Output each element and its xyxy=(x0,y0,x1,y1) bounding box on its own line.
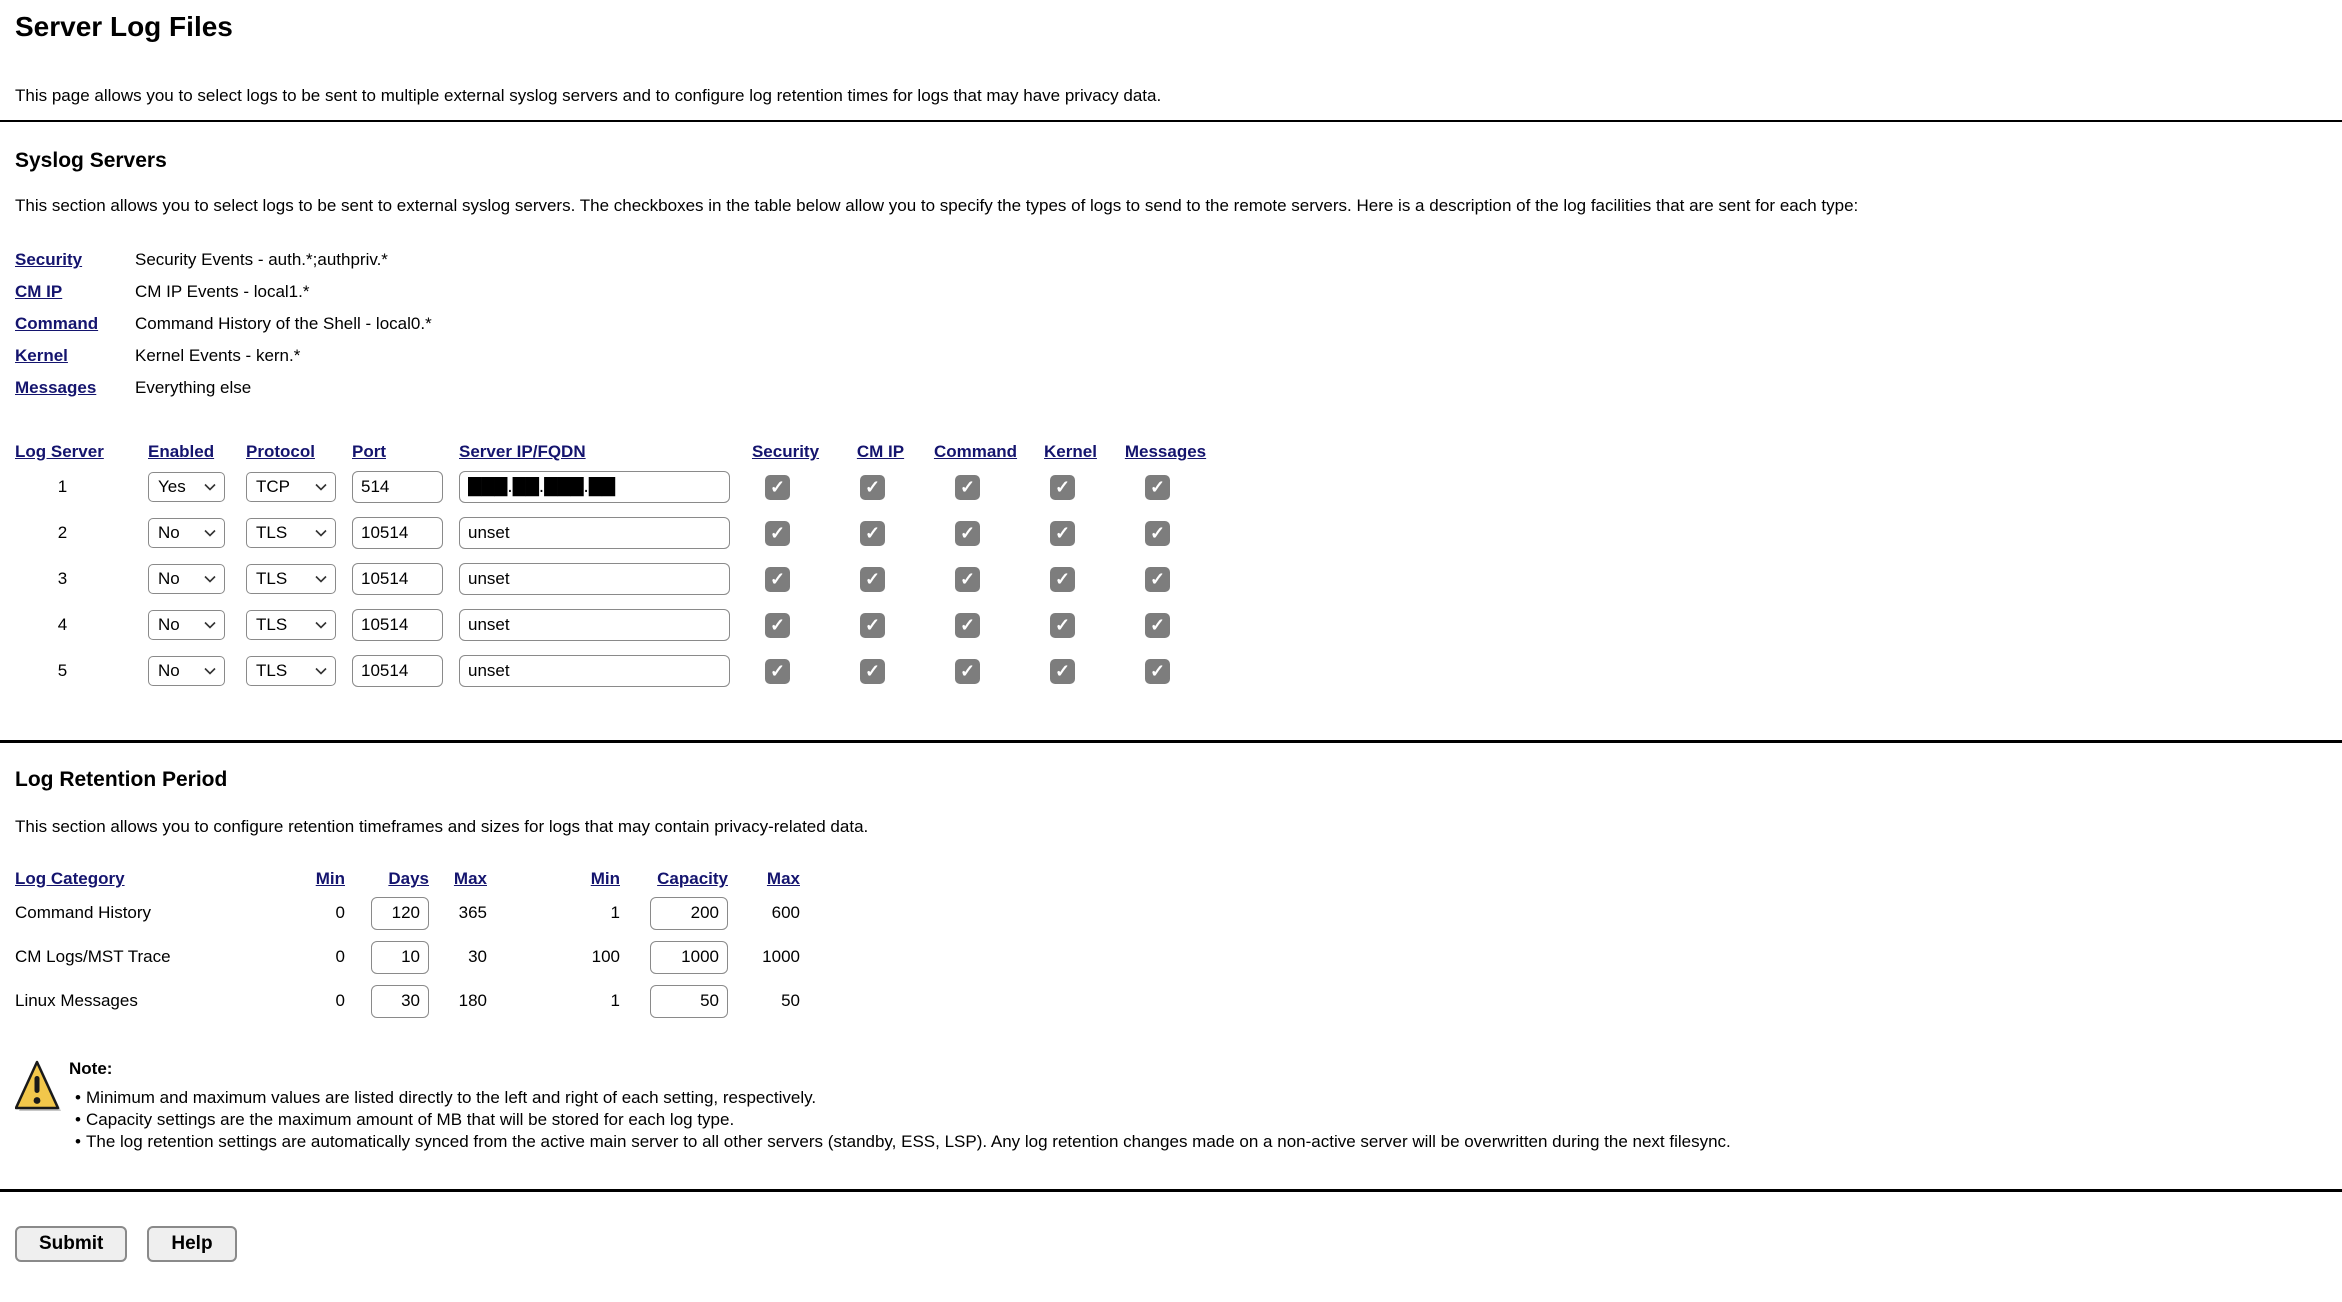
syslog-row-3 xyxy=(15,556,2327,602)
enabled-select-row-2[interactable]: No xyxy=(148,518,225,548)
min-days-value: 0 xyxy=(335,947,345,966)
cm-ip-checkbox-row-4[interactable] xyxy=(860,613,885,638)
column-header-port[interactable]: Port xyxy=(352,442,386,461)
log-server-number: 1 xyxy=(57,477,68,496)
server-ip-input-row-4[interactable] xyxy=(459,609,730,641)
column-header-min-capacity[interactable]: Min xyxy=(590,869,620,888)
log-server-number: 5 xyxy=(57,661,68,680)
protocol-select-row-4[interactable]: TLS xyxy=(246,610,336,640)
max-capacity-value: 1000 xyxy=(762,947,800,966)
kernel-checkbox-row-1[interactable] xyxy=(1050,475,1075,500)
min-days-value: 0 xyxy=(335,903,345,922)
chevron-down-icon xyxy=(204,529,216,537)
note-bullet-2: • Capacity settings are the maximum amount of MB that will be stored for each log type. xyxy=(69,1109,1731,1131)
column-header-messages[interactable]: Messages xyxy=(1124,442,1207,461)
server-ip-input-row-2[interactable] xyxy=(459,517,730,549)
command-checkbox-row-4[interactable] xyxy=(955,613,980,638)
min-capacity-value: 1 xyxy=(610,991,620,1010)
divider xyxy=(0,120,2342,122)
column-header-log-server[interactable]: Log Server xyxy=(15,442,104,461)
days-input-linux-messages[interactable] xyxy=(371,985,429,1018)
divider xyxy=(0,1189,2342,1192)
messages-checkbox-row-4[interactable] xyxy=(1145,613,1170,638)
syslog-section-heading: Syslog Servers xyxy=(15,149,167,172)
help-button[interactable]: Help xyxy=(147,1226,236,1262)
facility-row-cm-ip xyxy=(15,276,2327,308)
chevron-down-icon xyxy=(315,667,327,675)
retention-section-heading: Log Retention Period xyxy=(15,768,228,791)
server-ip-input-row-1[interactable] xyxy=(459,471,730,503)
messages-checkbox-row-1[interactable] xyxy=(1145,475,1170,500)
server-ip-input-row-3[interactable] xyxy=(459,563,730,595)
security-checkbox-row-5[interactable] xyxy=(765,659,790,684)
column-header-min-days[interactable]: Min xyxy=(315,869,345,888)
port-input-row-3[interactable] xyxy=(352,563,443,595)
facility-description: CM IP Events - local1.* xyxy=(135,282,310,301)
log-retention-table xyxy=(15,867,2327,1023)
security-checkbox-row-4[interactable] xyxy=(765,613,790,638)
syslog-row-1 xyxy=(15,464,2327,510)
port-input-row-2[interactable] xyxy=(352,517,443,549)
log-server-number: 3 xyxy=(57,569,68,588)
submit-button[interactable]: Submit xyxy=(15,1226,127,1262)
column-header-command[interactable]: Command xyxy=(933,442,1018,461)
column-header-max-days[interactable]: Max xyxy=(453,869,487,888)
security-checkbox-row-2[interactable] xyxy=(765,521,790,546)
max-days-value: 180 xyxy=(458,991,487,1010)
cm-ip-checkbox-row-1[interactable] xyxy=(860,475,885,500)
min-capacity-value: 1 xyxy=(610,903,620,922)
column-header-protocol[interactable]: Protocol xyxy=(246,442,315,461)
messages-checkbox-row-3[interactable] xyxy=(1145,567,1170,592)
log-server-number: 4 xyxy=(57,615,68,634)
chevron-down-icon xyxy=(204,667,216,675)
min-days-value: 0 xyxy=(335,991,345,1010)
syslog-row-5 xyxy=(15,648,2327,694)
note-title: Note: xyxy=(69,1059,113,1078)
max-days-value: 365 xyxy=(458,903,487,922)
facility-link-kernel[interactable]: Kernel xyxy=(15,346,68,365)
retention-row-cm-logs-mst-trace xyxy=(15,935,2327,979)
column-header-days[interactable]: Days xyxy=(388,869,429,888)
command-checkbox-row-2[interactable] xyxy=(955,521,980,546)
security-checkbox-row-1[interactable] xyxy=(765,475,790,500)
syslog-row-2 xyxy=(15,510,2327,556)
log-server-number: 2 xyxy=(57,523,68,542)
protocol-select-row-5[interactable]: TLS xyxy=(246,656,336,686)
min-capacity-value: 100 xyxy=(591,947,620,966)
log-category-label: CM Logs/MST Trace xyxy=(15,947,171,966)
page-title: Server Log Files xyxy=(15,11,233,42)
column-header-capacity[interactable]: Capacity xyxy=(657,869,728,888)
chevron-down-icon xyxy=(315,621,327,629)
security-checkbox-row-3[interactable] xyxy=(765,567,790,592)
kernel-checkbox-row-5[interactable] xyxy=(1050,659,1075,684)
column-header-kernel[interactable]: Kernel xyxy=(1044,442,1097,461)
facility-description: Kernel Events - kern.* xyxy=(135,346,301,365)
messages-checkbox-row-5[interactable] xyxy=(1145,659,1170,684)
days-input-command-history[interactable] xyxy=(371,897,429,930)
chevron-down-icon xyxy=(204,575,216,583)
kernel-checkbox-row-4[interactable] xyxy=(1050,613,1075,638)
facility-description: Security Events - auth.*;authpriv.* xyxy=(135,250,388,269)
kernel-checkbox-row-2[interactable] xyxy=(1050,521,1075,546)
column-header-server-ip-fqdn[interactable]: Server IP/FQDN xyxy=(459,442,586,461)
page-description: This page allows you to select logs to be sent to multiple external syslog servers and to configure log retention times for logs that may have privacy data. xyxy=(15,86,1162,105)
max-capacity-value: 600 xyxy=(771,903,800,922)
enabled-select-row-1[interactable]: Yes xyxy=(148,472,225,502)
facility-row-messages xyxy=(15,372,2327,404)
syslog-row-4 xyxy=(15,602,2327,648)
column-header-max-capacity[interactable]: Max xyxy=(766,869,800,888)
facility-link-cm-ip[interactable]: CM IP xyxy=(15,282,63,301)
chevron-down-icon xyxy=(204,483,216,491)
capacity-input-cm-logs[interactable] xyxy=(650,941,728,974)
chevron-down-icon xyxy=(315,529,327,537)
bullet-icon: • xyxy=(75,1110,81,1129)
log-category-label: Linux Messages xyxy=(15,991,138,1010)
capacity-input-command-history[interactable] xyxy=(650,897,728,930)
facility-link-command[interactable]: Command xyxy=(15,314,99,333)
warning-triangle-icon xyxy=(15,1059,61,1117)
cm-ip-checkbox-row-3[interactable] xyxy=(860,567,885,592)
retention-row-command-history xyxy=(15,891,2327,935)
enabled-select-row-3[interactable]: No xyxy=(148,564,225,594)
bullet-icon: • xyxy=(75,1088,81,1107)
max-capacity-value: 50 xyxy=(781,991,800,1010)
syslog-table-header xyxy=(15,440,2327,464)
retention-section-description: This section allows you to configure retention timeframes and sizes for logs that may contain privacy-related data. xyxy=(15,817,869,836)
protocol-select-row-3[interactable]: TLS xyxy=(246,564,336,594)
column-header-enabled[interactable]: Enabled xyxy=(148,442,215,461)
chevron-down-icon xyxy=(315,483,327,491)
bullet-icon: • xyxy=(75,1132,81,1151)
log-category-label: Command History xyxy=(15,903,152,922)
chevron-down-icon xyxy=(204,621,216,629)
syslog-server-table xyxy=(15,440,2327,694)
facility-list xyxy=(15,244,2327,404)
days-input-cm-logs[interactable] xyxy=(371,941,429,974)
command-checkbox-row-3[interactable] xyxy=(955,567,980,592)
cm-ip-checkbox-row-5[interactable] xyxy=(860,659,885,684)
command-checkbox-row-5[interactable] xyxy=(955,659,980,684)
syslog-section-description: This section allows you to select logs to be sent to external syslog servers. The checkboxes in the table below allow you to specify the types of logs to send to the remote servers. Here is a description of the log facilities that are sent for each type: xyxy=(15,196,1859,215)
facility-link-messages[interactable]: Messages xyxy=(15,378,97,397)
capacity-input-linux-messages[interactable] xyxy=(650,985,728,1018)
divider xyxy=(0,740,2342,743)
command-checkbox-row-1[interactable] xyxy=(955,475,980,500)
facility-description: Command History of the Shell - local0.* xyxy=(135,314,432,333)
port-input-row-1[interactable] xyxy=(352,471,443,503)
column-header-security[interactable]: Security xyxy=(751,442,820,461)
port-input-row-4[interactable] xyxy=(352,609,443,641)
server-ip-input-row-5[interactable] xyxy=(459,655,730,687)
facility-row-security xyxy=(15,244,2327,276)
note-bullet-1: • Minimum and maximum values are listed directly to the left and right of each setting, respectively. xyxy=(69,1087,1731,1109)
enabled-select-row-5[interactable]: No xyxy=(148,656,225,686)
facility-link-security[interactable]: Security xyxy=(15,250,83,269)
facility-row-kernel xyxy=(15,340,2327,372)
note-box xyxy=(15,1059,2327,1153)
protocol-select-row-2[interactable]: TLS xyxy=(246,518,336,548)
retention-table-header xyxy=(15,867,2327,891)
column-header-cm-ip[interactable]: CM IP xyxy=(856,442,905,461)
protocol-select-row-1[interactable]: TCP xyxy=(246,472,336,502)
enabled-select-row-4[interactable]: No xyxy=(148,610,225,640)
port-input-row-5[interactable] xyxy=(352,655,443,687)
column-header-log-category[interactable]: Log Category xyxy=(15,869,125,888)
facility-description: Everything else xyxy=(135,378,252,397)
max-days-value: 30 xyxy=(468,947,487,966)
note-bullet-3: • The log retention settings are automatically synced from the active main server to all other servers (standby, ESS, LSP). Any log retention changes made on a non-active server will be overwritten during the next filesync. xyxy=(69,1131,1731,1153)
kernel-checkbox-row-3[interactable] xyxy=(1050,567,1075,592)
chevron-down-icon xyxy=(315,575,327,583)
facility-row-command xyxy=(15,308,2327,340)
cm-ip-checkbox-row-2[interactable] xyxy=(860,521,885,546)
retention-row-linux-messages xyxy=(15,979,2327,1023)
messages-checkbox-row-2[interactable] xyxy=(1145,521,1170,546)
